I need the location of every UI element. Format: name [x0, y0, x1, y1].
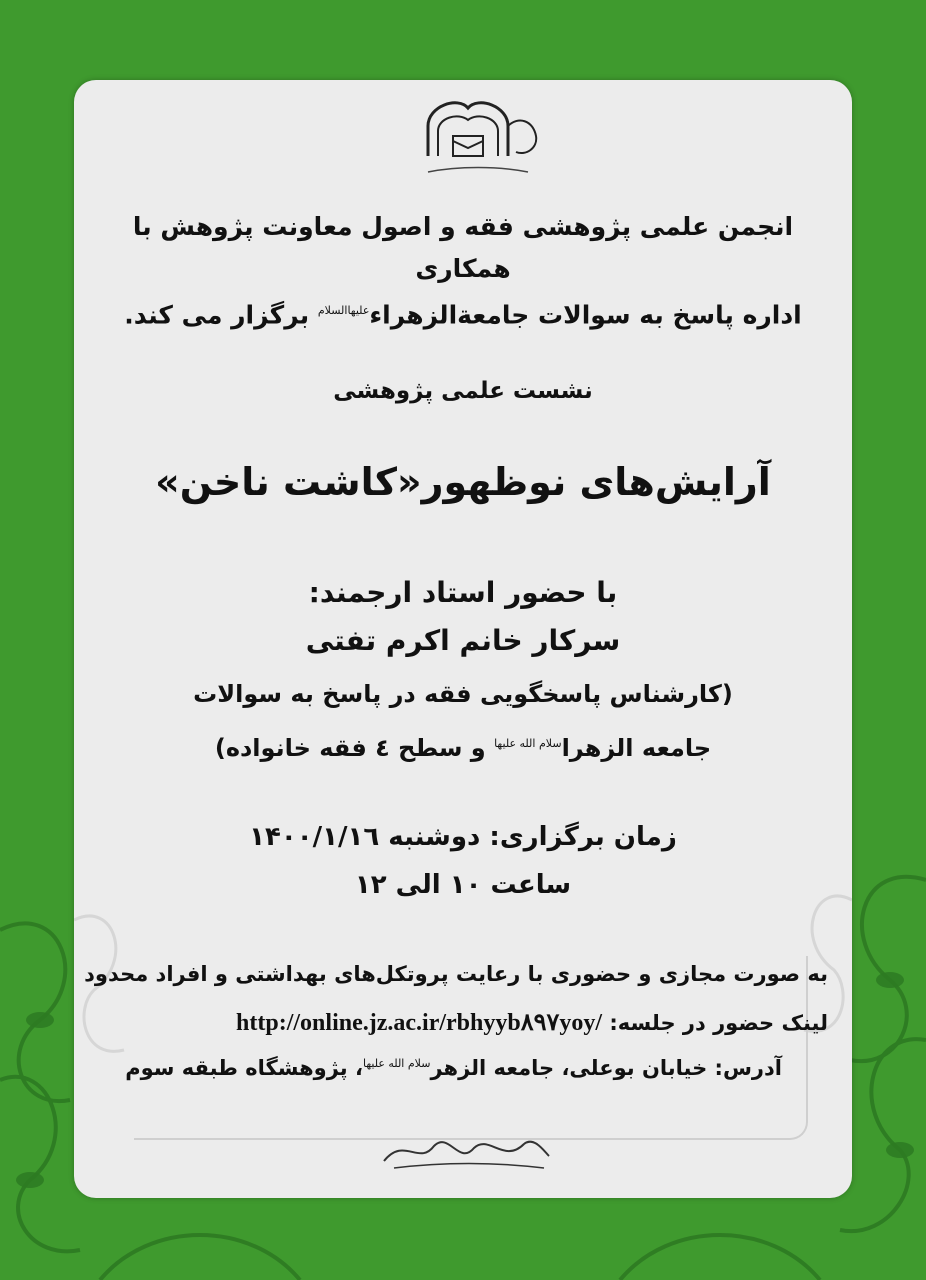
address-a: آدرس: خیابان بوعلی، جامعه الزهر: [430, 1056, 782, 1080]
role-line-2-b: و سطح ٤ فقه خانواده): [214, 734, 495, 762]
speaker-name: سرکار خانم اکرم تفتی: [305, 624, 621, 657]
speaker-role-line-1: (کارشناس پاسخگویی فقه در پاسخ به سوالات: [193, 680, 733, 708]
address-b: ، پژوهشگاه طبقه سوم: [125, 1056, 363, 1080]
presence-line: با حضور استاد ارجمند:: [308, 576, 618, 609]
speaker-role-line-2: [74, 734, 852, 762]
session-topic: آرایش‌های نوظهور«کاشت ناخن»: [155, 460, 771, 504]
intro-text: [74, 206, 852, 336]
session-link[interactable]: http://online.jz.ac.ir/rbhyyb۸۹۷yoy/: [236, 1010, 603, 1036]
intro-line-2-text: اداره پاسخ به سوالات جامعةالزهراء: [369, 300, 802, 330]
research-deputy-signature: [374, 1126, 554, 1176]
link-label: لینک حضور در جلسه:: [602, 1011, 828, 1035]
intro-line-2-end: برگزار می کند.: [124, 300, 318, 330]
jamiat-alzahra-logo: [408, 86, 548, 198]
address-line: [125, 1056, 782, 1080]
session-link-line: [236, 1008, 828, 1037]
session-label: نشست علمی پژوهشی: [333, 378, 593, 404]
event-date: زمان برگزاری: دوشنبه ۱۴۰۰/۱/۱٦: [249, 822, 677, 852]
address-honorific: سلام الله علیها: [362, 1057, 431, 1070]
announcement-card: [74, 80, 852, 1198]
intro-line-1: انجمن علمی پژوهشی فقه و اصول معاونت پژوهش با همکاری: [132, 212, 794, 283]
role-line-2-honorific: سلام الله علیها: [494, 737, 562, 750]
role-line-2-a: جامعه الزهرا: [561, 734, 712, 762]
intro-line-2-honorific: علیهاالسلام: [317, 304, 370, 317]
intro-line-2: [104, 290, 822, 336]
attendance-mode: به صورت مجازی و حضوری با رعایت پروتکل‌های بهداشتی و افراد محدود: [84, 962, 828, 986]
event-hour: ساعت ۱۰ الی ۱۲: [354, 870, 572, 900]
